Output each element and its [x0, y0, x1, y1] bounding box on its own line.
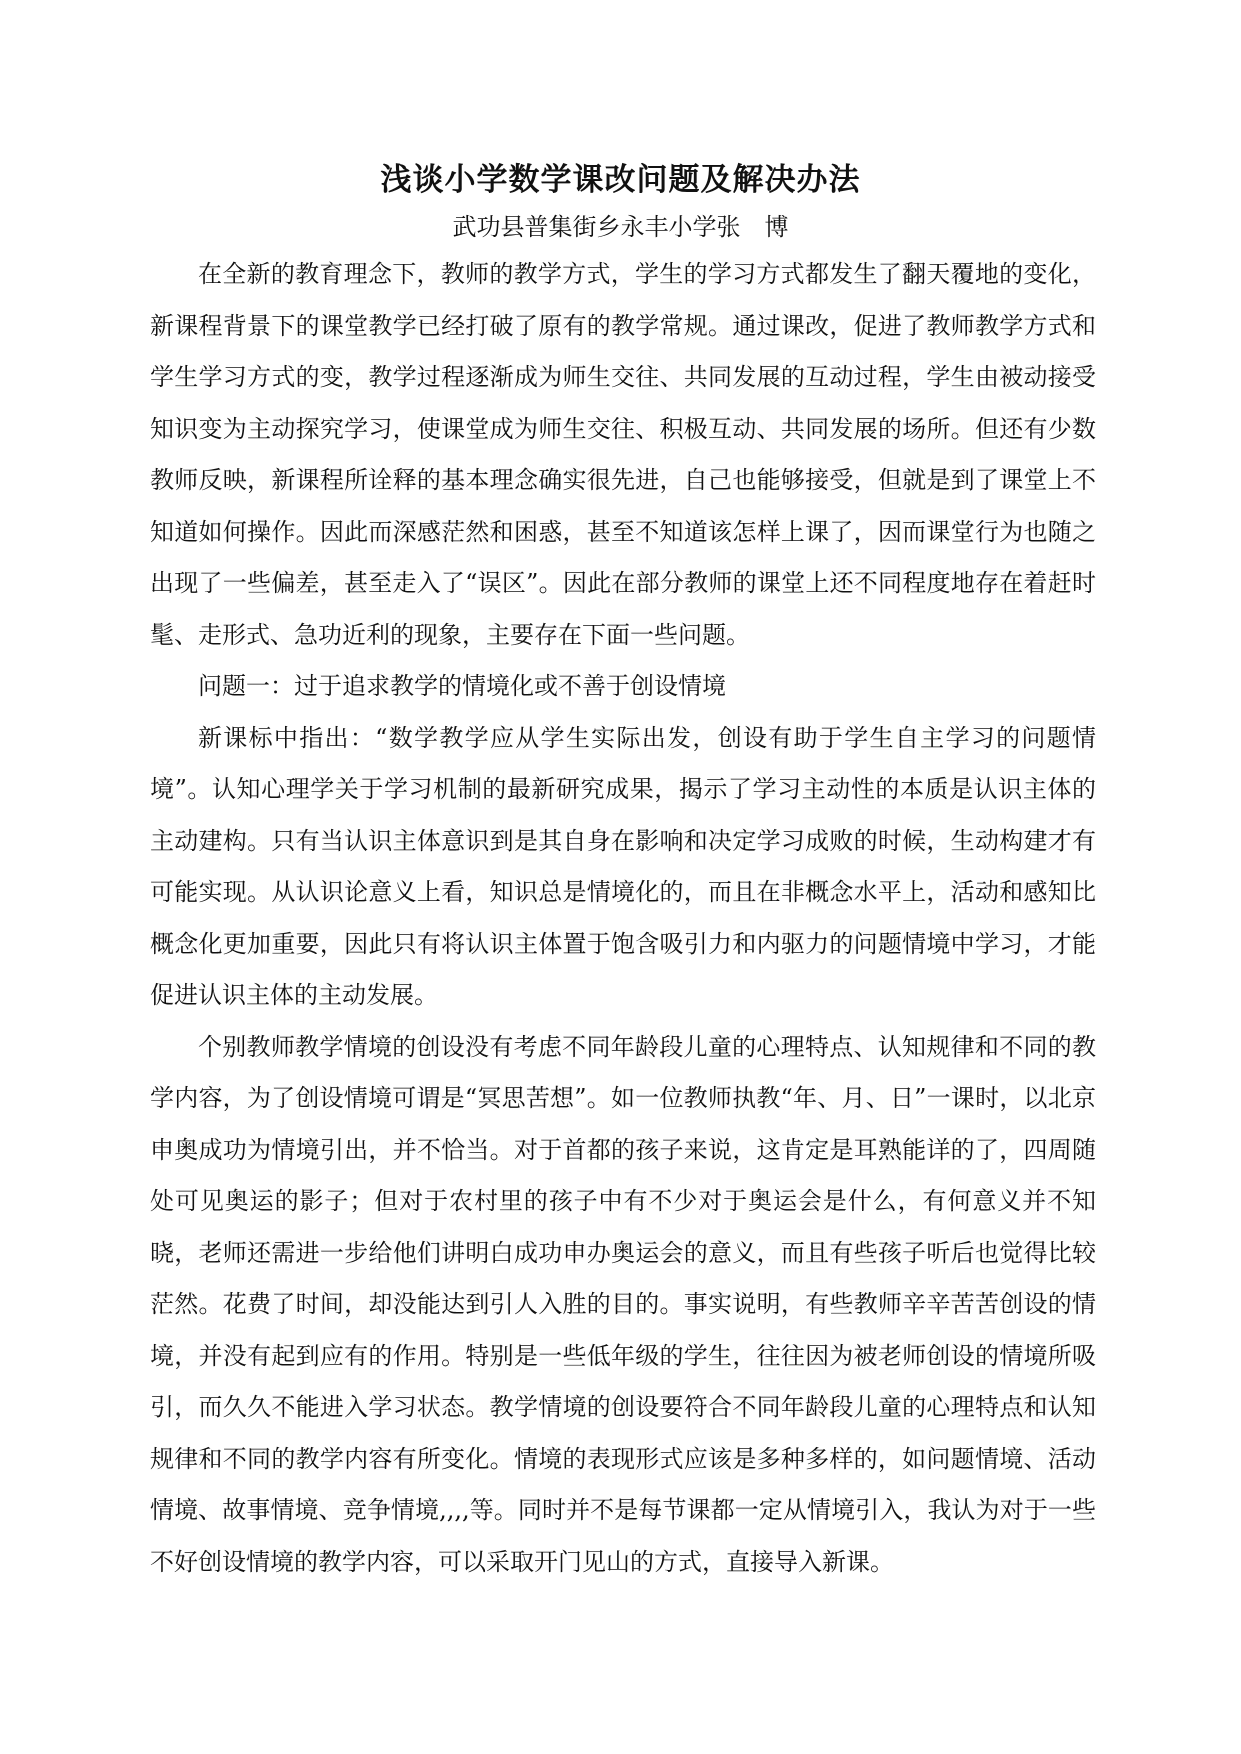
document-body [150, 249, 1096, 1588]
document-title: 浅谈小学数学课改问题及解决办法 [380, 162, 861, 198]
paragraph-intro: 在全新的教育理念下，教师的教学方式，学生的学习方式都发生了翻天覆地的变化，新课程背景下的课堂教学已经打破了原有的教学常规。通过课改，促进了教师教学方式和学生学习方式的变，教学过程逐渐成为师生交往、共同发展的互动过程，学生由被动接受知识变为主动探究学习，使课堂成为师生交往、积极互动、共同发展的场所。但还有少数教师反映，新课程所诠释的基本理念确实很先进，自己也能够接受，但就是到了课堂上不知道如何操作。因此而深感茫然和困惑，甚至不知道该怎样上课了，因而课堂行为也随之出现了一些偏差，甚至走入了“误区”。因此在部分教师的课堂上还不同程度地存在着赶时髦、走形式、急功近利的现象，主要存在下面一些问题。 [150, 260, 1096, 649]
section-heading-problem-one: 问题一：过于追求教学的情境化或不善于创设情境 [198, 672, 726, 700]
paragraph-curriculum-standard: 新课标中指出：“数学教学应从学生实际出发，创设有助于学生自主学习的问题情境”。认知心理学关于学习机制的最新研究成果，揭示了学习主动性的本质是认识主体的主动建构。只有当认识主体意识到是其自身在影响和决定学习成败的时候，生动构建才有可能实现。从认识论意义上看，知识总是情境化的，而且在非概念水平上，活动和感知比概念化更加重要，因此只有将认识主体置于饱含吸引力和内驱力的问题情境中学习，才能促进认识主体的主动发展。 [150, 723, 1096, 1009]
document-author: 武功县普集街乡永丰小学张 博 [452, 213, 789, 241]
paragraph-teacher-example: 个别教师教学情境的创设没有考虑不同年龄段儿童的心理特点、认知规律和不同的教学内容，为了创设情境可谓是“冥思苦想”。如一位教师执教“年、月、日”一课时，以北京申奥成功为情境引出，并不恰当。对于首都的孩子来说，这肯定是耳熟能详的了，四周随处可见奥运的影子；但对于农村里的孩子中有不少对于奥运会是什么，有何意义并不知晓，老师还需进一步给他们讲明白成功申办奥运会的意义，而且有些孩子听后也觉得比较茫然。花费了时间，却没能达到引人入胜的目的。事实说明，有些教师辛辛苦苦创设的情境，并没有起到应有的作用。特别是一些低年级的学生，往往因为被老师创设的情境所吸引，而久久不能进入学习状态。教学情境的创设要符合不同年龄段儿童的心理特点和认知规律和不同的教学内容有所变化。情境的表现形式应该是多种多样的，如问题情境、活动情境、故事情境、竞争情境,,,,等。同时并不是每节课都一定从情境引入，我认为对于一些不好创设情境的教学内容，可以采取开门见山的方式，直接导入新课。 [150, 1032, 1096, 1576]
